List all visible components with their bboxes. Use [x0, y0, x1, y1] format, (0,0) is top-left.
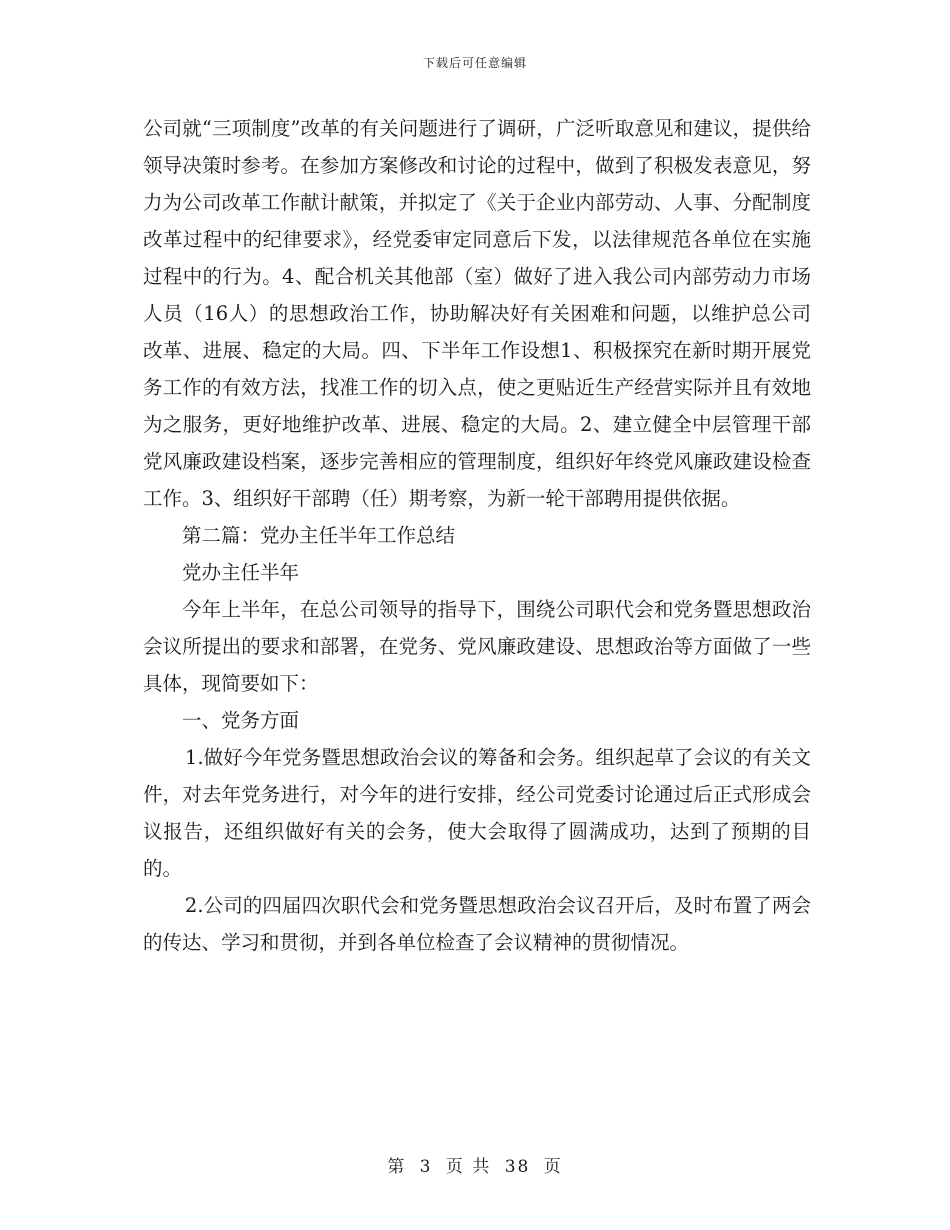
footer-middle: 页 共	[445, 1157, 492, 1177]
total-page-count: 38	[504, 1157, 531, 1177]
document-body	[143, 110, 811, 961]
paragraph-item-1: 1.做好今年党务暨思想政治会议的筹备和会务。组织起草了会议的有关文件，对去年党务进行，对今年的进行安排，经公司党委讨论通过后正式形成会议报告，还组织做好有关的会务，使大会取得了圆满成功，达到了预期的目的。	[143, 746, 811, 880]
footer-prefix: 第	[387, 1157, 407, 1177]
paragraph-item-2: 2.公司的四届四次职代会和党务暨思想政治会议召开后，及时布置了两会的传达、学习和贯彻，并到各单位检查了会议精神的贯彻情况。	[143, 894, 811, 954]
section-title: 第二篇：党办主任半年工作总结	[182, 524, 456, 547]
paragraph-continued: 公司就“三项制度”改革的有关问题进行了调研，广泛听取意见和建议，提供给领导决策时参考。在参加方案修改和讨论的过程中，做到了积极发表意见，努力为公司改革工作献计献策，并拟定了《关于企业内部劳动、人事、分配制度改革过程中的纪律要求》，经党委审定同意后下发，以法律规范各单位在实施过程中的行为。4、配合机关其他部（室）做好了进入我公司内部劳动力市场人员（16人）的思想政治工作，协助解决好有关困难和问题，以维护总公司改革、进展、稳定的大局。四、下半年工作设想1、积极探究在新时期开展党务工作的有效方法，找准工作的切入点，使之更贴近生产经营实际并且有效地为之服务，更好地维护改革、进展、稳定的大局。2、建立健全中层管理干部党风廉政建设档案，逐步完善相应的管理制度，组织好年终党风廉政建设检查工作。3、组织好干部聘（任）期考察，为新一轮干部聘用提供依据。	[143, 117, 811, 510]
subtitle: 党办主任半年	[182, 561, 300, 584]
page-footer	[0, 1152, 950, 1177]
paragraph-intro: 今年上半年，在总公司领导的指导下，围绕公司职代会和党务暨思想政治会议所提出的要求和部署，在党务、党风廉政建设、思想政治等方面做了一些具体，现简要如下：	[143, 598, 811, 695]
page-header: 下载后可任意编辑	[422, 56, 527, 70]
heading-party-affairs: 一、党务方面	[182, 709, 300, 732]
footer-suffix: 页	[543, 1157, 563, 1177]
current-page-number: 3	[419, 1157, 433, 1177]
